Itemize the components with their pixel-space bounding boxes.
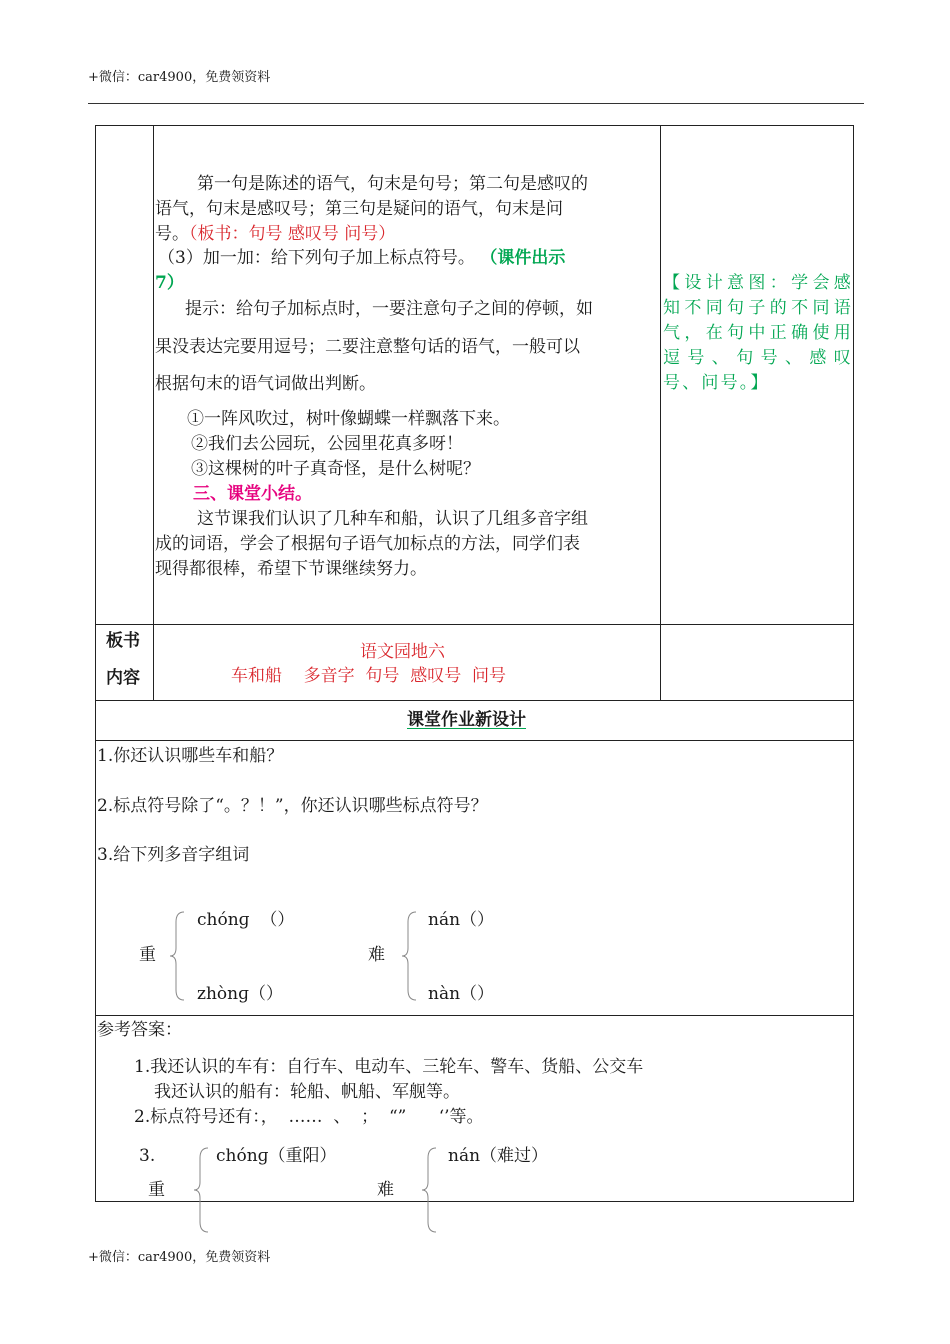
section-summary-heading: 三、课堂小结。 xyxy=(193,484,312,504)
para-tone-line1: 第一句是陈述的语气，句末是句号；第二句是感叹的 xyxy=(197,174,588,194)
courseware-note: （课件出示 xyxy=(488,248,566,268)
step3-text: （3）加一加：给下列句子加上标点符号。 xyxy=(158,248,475,268)
col-divider-left xyxy=(153,125,154,700)
row-divider-answers xyxy=(95,1015,854,1016)
sentence-3: ③这棵树的叶子真奇怪，是什么树呢？ xyxy=(191,459,480,479)
board-title: 语文园地六 xyxy=(360,642,445,662)
tip-line2: 果没表达完要用逗号；二要注意整句话的语气，一般可以 xyxy=(155,337,580,357)
para-tone-text: 号。 xyxy=(155,224,189,244)
summary-line2: 成的词语，学会了根据句子语气加标点的方法，同学们表 xyxy=(155,534,580,554)
footer-watermark: +微信：car4900，免费领资料 xyxy=(88,1250,271,1265)
answer-3-zhong-option: chónɡ（重阳） xyxy=(216,1146,337,1166)
char-zhong: 重 xyxy=(139,945,156,965)
answer-brace-zhong-icon xyxy=(192,1146,212,1234)
nan-option-2: nàn（） xyxy=(428,984,495,1004)
tip-line3: 根据句末的语气词做出判断。 xyxy=(155,374,376,394)
answer-1-line2: 我还认识的船有：轮船、帆船、军舰等。 xyxy=(154,1082,460,1102)
row-divider-board xyxy=(95,624,854,625)
answer-3-nan: 难 xyxy=(377,1180,394,1200)
board-note: （板书：句号 感叹号 问号） xyxy=(189,224,396,244)
design-intent-note: 【设计意图：学会感知不同句子的不同语气，在句中正确使用逗号、句号、感叹号、问号。】 xyxy=(663,273,853,393)
answer-3-number: 3. xyxy=(139,1146,156,1166)
homework-q2: 2.标点符号除了“。？！”，你还认识哪些标点符号？ xyxy=(97,796,488,816)
row-divider-homework xyxy=(95,740,854,741)
answers-label: 参考答案： xyxy=(97,1020,182,1040)
char-nan: 难 xyxy=(368,945,385,965)
board-label-1: 板书 xyxy=(106,631,140,651)
brace-zhong-icon xyxy=(168,910,188,1002)
homework-q1: 1.你还认识哪些车和船？ xyxy=(97,746,284,766)
homework-q3: 3.给下列多音字组词 xyxy=(97,845,250,865)
para-tone-line3 xyxy=(155,222,395,247)
sentence-1: ①一阵风吹过，树叶像蝴蝶一样飘落下来。 xyxy=(187,409,510,429)
nan-option-1: nán（） xyxy=(428,910,495,930)
zhong-option-2: zhònɡ（） xyxy=(197,984,283,1004)
summary-line1: 这节课我们认识了几种车和船，认识了几组多音字组 xyxy=(197,509,588,529)
answer-1-line1: 1.我还认识的车有：自行车、电动车、三轮车、警车、货船、公交车 xyxy=(134,1057,644,1077)
header-rule xyxy=(88,103,864,104)
col-divider-right xyxy=(660,125,661,700)
answer-brace-nan-icon xyxy=(420,1146,440,1234)
zhong-option-1: chónɡ （） xyxy=(197,910,295,930)
answer-2: 2.标点符号还有：， …… 、 ； “” ‘’等。 xyxy=(134,1107,484,1127)
answer-3-zhong: 重 xyxy=(148,1180,165,1200)
homework-title: 课堂作业新设计 xyxy=(407,710,526,730)
answer-3-nan-option: nán（难过） xyxy=(448,1146,549,1166)
board-items: 车和船 多音字 句号 感叹号 问号 xyxy=(231,666,507,686)
step3-line xyxy=(158,246,565,271)
brace-nan-icon xyxy=(400,910,420,1002)
para-tone-line2: 语气，句末是感叹号；第三句是疑问的语气，句末是问 xyxy=(155,199,563,219)
courseware-note-number: 7） xyxy=(155,273,184,293)
row-divider-homework-title xyxy=(95,700,854,701)
tip-line1: 提示：给句子加标点时，一要注意句子之间的停顿，如 xyxy=(185,299,593,319)
header-watermark: +微信：car4900，免费领资料 xyxy=(88,70,271,85)
board-label-2: 内容 xyxy=(106,668,140,688)
summary-line3: 现得都很棒，希望下节课继续努力。 xyxy=(155,559,427,579)
sentence-2: ②我们去公园玩，公园里花真多呀！ xyxy=(191,434,463,454)
